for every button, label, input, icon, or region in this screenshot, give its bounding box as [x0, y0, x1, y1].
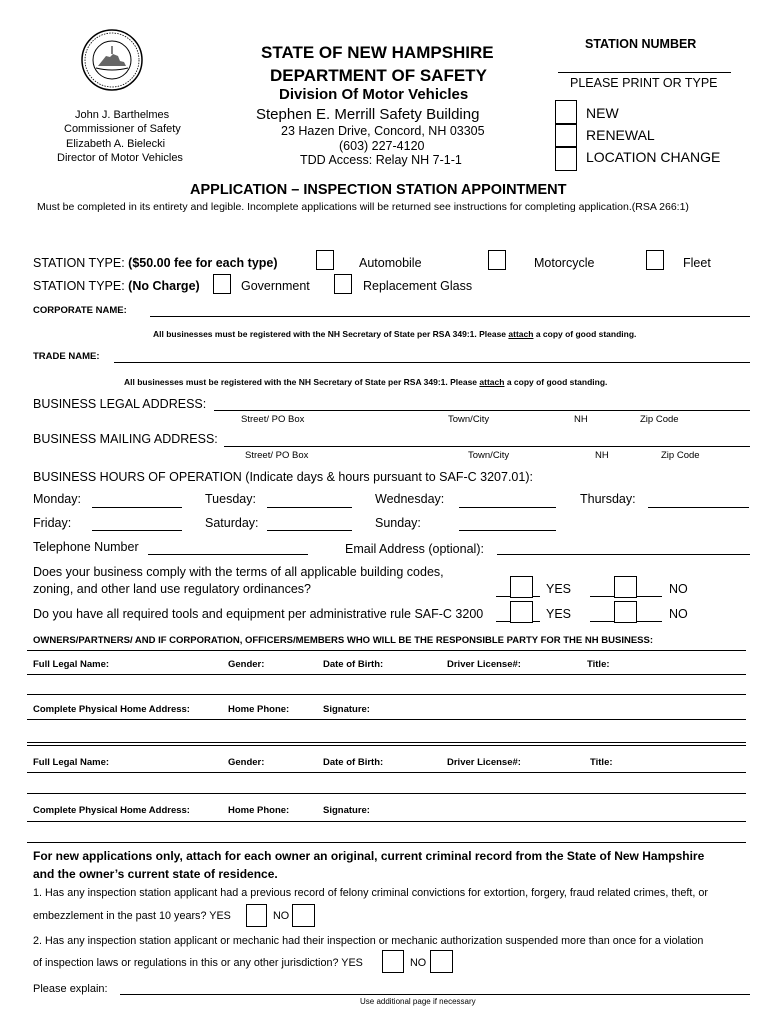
sunday-label: Sunday: — [375, 516, 421, 530]
question1-line1: 1. Has any inspection station applicant had a previous record of felony criminal convictions for extortion, forgery, fraud related crimes, theft, or — [33, 887, 708, 899]
legal-town-caption: Town/City — [448, 414, 490, 425]
legal-address-label: BUSINESS LEGAL ADDRESS: — [33, 397, 207, 411]
monday-field[interactable] — [92, 507, 182, 508]
print-or-type-label: PLEASE PRINT OR TYPE — [570, 76, 718, 90]
owner2-address-line[interactable] — [27, 821, 746, 822]
building-codes-question-line2: zoning, and other land use regulatory ordinances? — [33, 582, 311, 596]
codes-yes-checkbox[interactable] — [510, 576, 533, 598]
corporate-name-field[interactable] — [150, 316, 750, 317]
tdd-access: TDD Access: Relay NH 7-1-1 — [300, 153, 462, 167]
division-title: Division Of Motor Vehicles — [279, 86, 469, 103]
trade-note-end: a copy of good standing. — [504, 377, 608, 387]
saturday-label: Saturday: — [205, 516, 259, 530]
owner1-home-phone-label: Home Phone: — [228, 704, 290, 715]
owner2-gender-label: Gender: — [228, 757, 265, 768]
replacement-glass-checkbox[interactable] — [334, 274, 352, 294]
mailing-town-caption: Town/City — [468, 450, 510, 461]
owner1-info-line-a[interactable] — [27, 674, 746, 675]
please-explain-label: Please explain: — [33, 983, 108, 995]
corporate-note-text: All businesses must be registered with the NH Secretary of State per RSA 349:1. Please — [153, 329, 509, 339]
state-title: STATE OF NEW HAMPSHIRE — [261, 43, 494, 62]
building-name: Stephen E. Merrill Safety Building — [256, 106, 480, 123]
station-number-field[interactable] — [558, 72, 731, 73]
corporate-note-attach: attach — [508, 329, 534, 339]
mailing-address-field[interactable] — [224, 446, 750, 447]
tools-no-label: NO — [669, 607, 688, 621]
location-change-checkbox[interactable] — [555, 147, 577, 171]
owner1-full-name-label: Full Legal Name: — [33, 659, 110, 670]
trade-name-label: TRADE NAME: — [33, 351, 100, 362]
new-checkbox[interactable] — [555, 100, 577, 124]
station-type-prefix-2: STATION TYPE: — [33, 279, 129, 293]
codes-no-label: NO — [669, 582, 688, 596]
motorcycle-label: Motorcycle — [534, 256, 595, 270]
question2-line2: of inspection laws or regulations in this or any other jurisdiction? YES — [33, 957, 363, 969]
question2-line1: 2. Has any inspection station applicant or mechanic had their inspection or mechanic authorization suspended more than once for a violation — [33, 935, 704, 947]
telephone-label: Telephone Number — [33, 540, 139, 554]
form-title: APPLICATION – INSPECTION STATION APPOINTMENT — [190, 182, 567, 198]
corporate-registration-note — [153, 329, 636, 339]
owners-heading-rule — [27, 650, 746, 651]
commissioner-title: Commissioner of Safety — [64, 123, 181, 135]
station-type-fee: ($50.00 fee for each type) — [128, 256, 278, 270]
owner1-info-line-b[interactable] — [27, 694, 746, 695]
trade-registration-note — [124, 377, 607, 387]
friday-field[interactable] — [92, 530, 182, 531]
owner-separator-b — [27, 745, 746, 746]
automobile-checkbox[interactable] — [316, 250, 334, 270]
location-change-label: LOCATION CHANGE — [586, 149, 721, 165]
owner2-home-address-label: Complete Physical Home Address: — [33, 805, 190, 816]
codes-yes-label: YES — [546, 582, 572, 596]
legal-zip-caption: Zip Code — [640, 414, 679, 425]
owner1-title-label: Title: — [587, 659, 610, 670]
thursday-field[interactable] — [648, 507, 749, 508]
friday-label: Friday: — [33, 516, 72, 530]
wednesday-field[interactable] — [459, 507, 556, 508]
government-label: Government — [241, 279, 310, 293]
corporate-name-label: CORPORATE NAME: — [33, 305, 127, 316]
owner1-address-line[interactable] — [27, 719, 746, 720]
email-field[interactable] — [497, 554, 750, 555]
station-number-label: STATION NUMBER — [585, 37, 697, 51]
legal-state-caption: NH — [574, 414, 588, 425]
business-hours-label: BUSINESS HOURS OF OPERATION (Indicate days & hours pursuant to SAF-C 3207.01): — [33, 470, 533, 484]
department-title: DEPARTMENT OF SAFETY — [270, 66, 487, 85]
sunday-field[interactable] — [459, 530, 556, 531]
renewal-label: RENEWAL — [586, 127, 655, 143]
thursday-label: Thursday: — [580, 492, 636, 506]
question2-yes-checkbox[interactable] — [382, 950, 404, 973]
motorcycle-checkbox[interactable] — [488, 250, 506, 270]
tools-no-checkbox[interactable] — [614, 601, 637, 623]
tools-yes-checkbox[interactable] — [510, 601, 533, 623]
telephone-field[interactable] — [148, 554, 308, 555]
question1-yes-checkbox[interactable] — [246, 904, 267, 927]
replacement-glass-label: Replacement Glass — [363, 279, 473, 293]
tools-question: Do you have all required tools and equipment per administrative rule SAF-C 3200 — [33, 607, 484, 621]
owner2-license-label: Driver License#: — [447, 757, 521, 768]
building-codes-question-line1: Does your business comply with the terms of all applicable building codes, — [33, 565, 444, 579]
owners-heading: OWNERS/PARTNERS/ AND IF CORPORATION, OFFICERS/MEMBERS WHO WILL BE THE RESPONSIBLE PARTY FOR THE NH BUSINESS: — [33, 635, 653, 646]
fleet-checkbox[interactable] — [646, 250, 664, 270]
owner2-home-phone-label: Home Phone: — [228, 805, 290, 816]
owner2-dob-label: Date of Birth: — [323, 757, 384, 768]
owner1-signature-label: Signature: — [323, 704, 370, 715]
mailing-street-caption: Street/ PO Box — [245, 450, 309, 461]
question1-no-checkbox[interactable] — [292, 904, 315, 927]
please-explain-field[interactable] — [120, 994, 750, 995]
email-label: Email Address (optional): — [345, 542, 484, 556]
tuesday-label: Tuesday: — [205, 492, 256, 506]
tuesday-field[interactable] — [267, 507, 352, 508]
station-type-fee-label — [33, 256, 278, 270]
owner2-full-name-label: Full Legal Name: — [33, 757, 110, 768]
director-title: Director of Motor Vehicles — [57, 152, 183, 164]
owner2-signature-label: Signature: — [323, 805, 370, 816]
owner2-info-line-b[interactable] — [27, 793, 746, 794]
monday-label: Monday: — [33, 492, 81, 506]
tools-yes-label: YES — [546, 607, 572, 621]
commissioner-name: John J. Barthelmes — [75, 109, 170, 121]
form-instructions: Must be completed in its entirety and legible. Incomplete applications will be returned see instructions for completing application.(RSA 266:1) — [37, 201, 689, 213]
renewal-checkbox[interactable] — [555, 124, 577, 147]
new-apps-heading-line2: and the owner’s current state of residence. — [33, 867, 278, 881]
question1-line2: embezzlement in the past 10 years? YES — [33, 910, 231, 922]
owner1-gender-label: Gender: — [228, 659, 265, 670]
legal-address-field[interactable] — [214, 410, 750, 411]
new-apps-heading-line1: For new applications only, attach for each owner an original, current criminal record from the State of New Hampshire — [33, 849, 705, 863]
owner-separator-a — [27, 742, 746, 743]
mailing-state-caption: NH — [595, 450, 609, 461]
trade-note-attach: attach — [479, 377, 505, 387]
corporate-note-end: a copy of good standing. — [533, 329, 637, 339]
question2-no-label: NO — [410, 957, 427, 969]
additional-page-note: Use additional page if necessary — [360, 997, 476, 1006]
question1-no-label: NO — [273, 910, 290, 922]
owner2-title-label: Title: — [590, 757, 613, 768]
trade-name-field[interactable] — [114, 362, 750, 363]
state-seal — [80, 28, 144, 92]
station-type-no-charge: (No Charge) — [128, 279, 200, 293]
government-checkbox[interactable] — [213, 274, 231, 294]
owner2-info-line-a[interactable] — [27, 772, 746, 773]
question2-no-checkbox[interactable] — [430, 950, 453, 973]
trade-note-text: All businesses must be registered with the NH Secretary of State per RSA 349:1. Please — [124, 377, 480, 387]
new-label: NEW — [586, 105, 619, 121]
station-type-prefix: STATION TYPE: — [33, 256, 129, 270]
department-address: 23 Hazen Drive, Concord, NH 03305 — [281, 124, 485, 138]
automobile-label: Automobile — [359, 256, 422, 270]
codes-no-checkbox[interactable] — [614, 576, 637, 598]
owner1-dob-label: Date of Birth: — [323, 659, 384, 670]
legal-street-caption: Street/ PO Box — [241, 414, 305, 425]
mailing-address-label: BUSINESS MAILING ADDRESS: — [33, 432, 218, 446]
owner1-license-label: Driver License#: — [447, 659, 521, 670]
department-phone: (603) 227-4120 — [339, 139, 425, 153]
wednesday-label: Wednesday: — [375, 492, 445, 506]
owner1-home-address-label: Complete Physical Home Address: — [33, 704, 190, 715]
new-apps-separator — [27, 842, 746, 843]
fleet-label: Fleet — [683, 256, 711, 270]
mailing-zip-caption: Zip Code — [661, 450, 700, 461]
saturday-field[interactable] — [267, 530, 352, 531]
station-type-no-charge-label — [33, 279, 200, 293]
director-name: Elizabeth A. Bielecki — [66, 138, 166, 150]
